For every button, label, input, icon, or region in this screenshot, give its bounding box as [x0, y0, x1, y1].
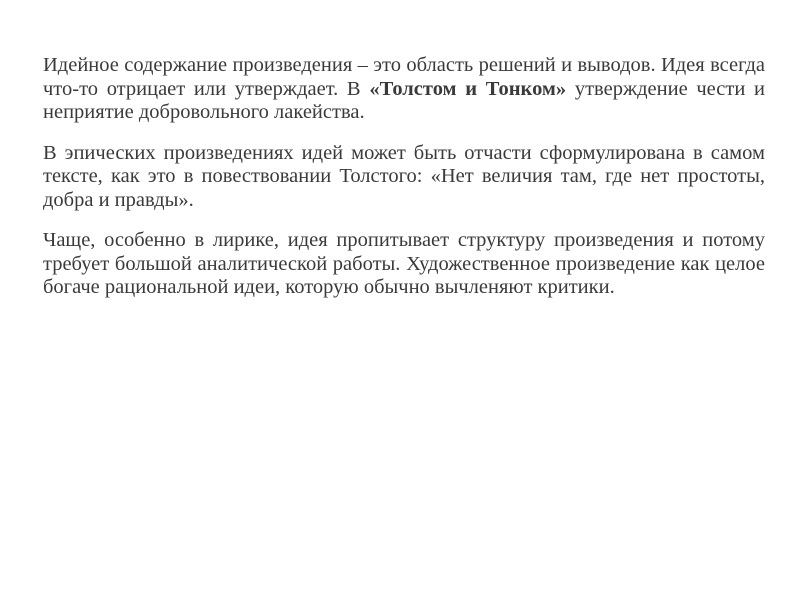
work-title-tolstoy-tonky: «Толстом и Тонком»: [369, 77, 567, 100]
paragraph-lyrics: Чаще, особенно в лирике, идея пропитывает структуру произведения и потому требует большой аналитической работы. Художественное произведение как целое богаче рациональной идеи, которую обычно вычленяют критики.: [43, 229, 765, 298]
slide-text: [43, 54, 765, 317]
paragraph-idea-content: [43, 54, 765, 125]
paragraph-1-text-end: утверждение чести и неприятие добровольного лакейства.: [43, 77, 765, 123]
paragraph-1-text-start: Идейное содержание произведения – это область решений и выводов. Идея всегда что-то отрицает или утверждает. В: [43, 54, 765, 100]
paragraph-epic-works: В эпических произведениях идей может быть отчасти сформулирована в самом тексте, как это в повествовании Толстого: «Нет величия там, где нет простоты, добра и правды».: [43, 141, 765, 211]
